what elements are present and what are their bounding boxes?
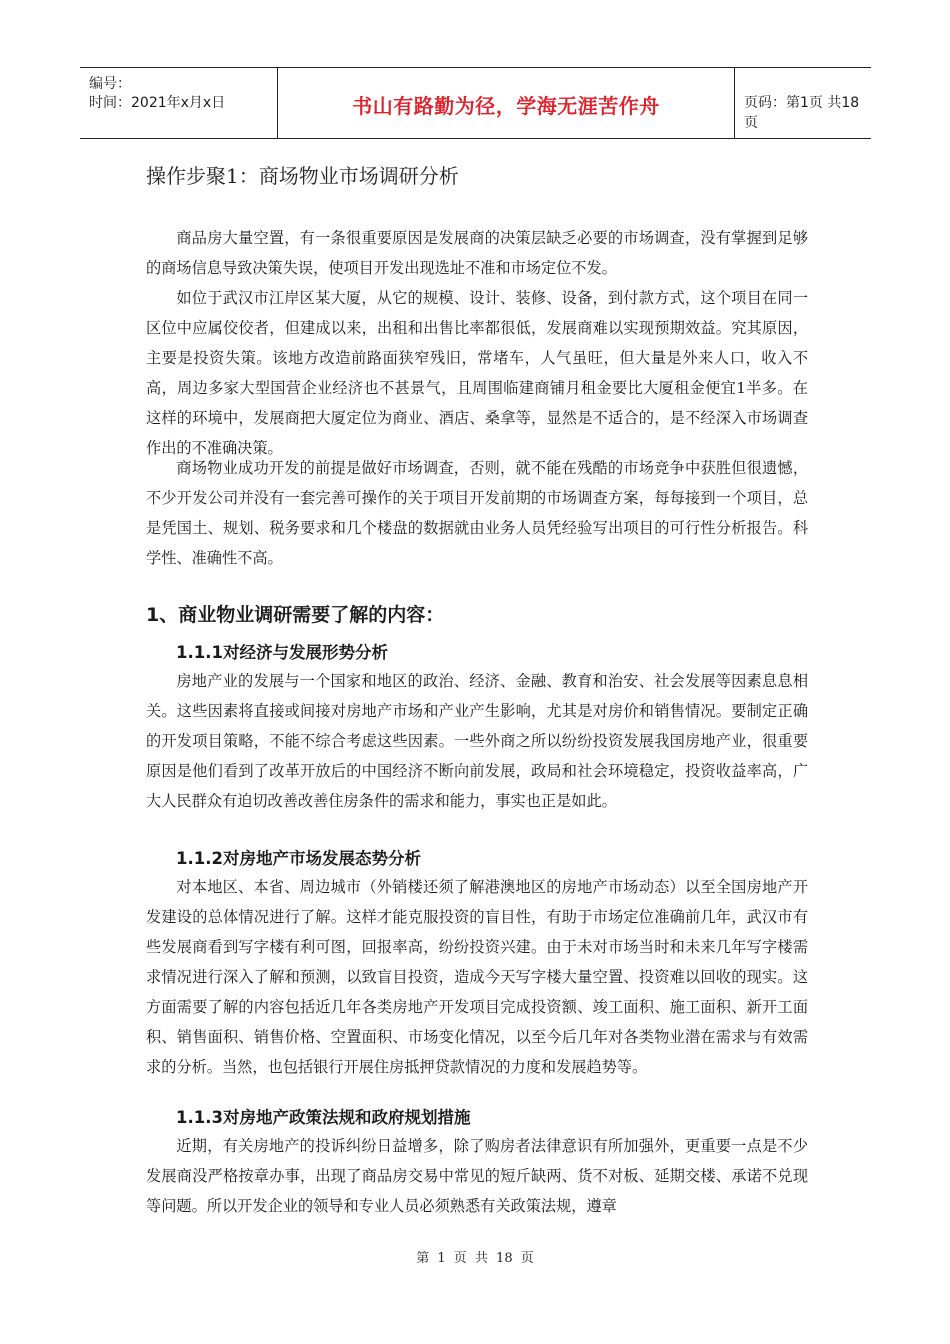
header-motto: 书山有路勤为径，学海无涯苦作舟 <box>352 94 660 118</box>
header-motto-cell <box>278 68 735 138</box>
document-number-label: 编号： <box>89 76 131 92</box>
subsection-heading-1: 1.1.1对经济与发展形势分析 <box>176 643 388 662</box>
subsection-text-1: 房地产业的发展与一个国家和地区的政治、经济、金融、教育和治安、社会发展等因素息息相关。这些因素将直接或间接对房地产市场和产业产生影响，尤其是对房价和销售情况。要制定正确的开发项目策略，不能不综合考虑这些因素。一些外商之所以纷纷投资发展我国房地产业，很重要原因是他们看到了改革开放后的中国经济不断向前发展，政局和社会环境稳定，投资收益率高，广大人民群众有迫切改善改善住房条件的需求和能力，事实也正是如此。 <box>146 672 808 810</box>
intro-paragraph-1: 商品房大量空置，有一条很重要原因是发展商的决策层缺乏必要的市场调查，没有掌握到足够的商场信息导致决策失误，使项目开发出现选址不准和市场定位不发。 <box>146 229 808 277</box>
document-date-label: 时间：2021年x月x日 <box>89 95 226 111</box>
header-page-number: 页码：第1页 共18页 <box>744 95 860 131</box>
document-title: 操作步聚1：商场物业市场调研分析 <box>146 164 459 188</box>
intro-paragraph-3: 商场物业成功开发的前提是做好市场调查，否则，就不能在残酷的市场竞争中获胜但很遗憾，不少开发公司并没有一套完善可操作的关于项目开发前期的市场调查方案，每每接到一个项目，总是凭国土、规划、税务要求和几个楼盘的数据就由业务人员凭经验写出项目的可行性分析报告。科学性、准确性不高。 <box>146 459 808 567</box>
section-heading: 1、商业物业调研需要了解的内容： <box>146 604 445 626</box>
subsection-text-2: 对本地区、本省、周边城市（外销楼还须了解港澳地区的房地产市场动态）以至全国房地产开发建设的总体情况进行了解。这样才能克服投资的盲目性，有助于市场定位准确前几年，武汉市有些发展商看到写字楼有利可图，回报率高，纷纷投资兴建。由于未对市场当时和未来几年写字楼需求情况进行深入了解和预测，以致盲目投资，造成今天写字楼大量空置、投资难以回收的现实。这方面需要了解的内容包括近几年各类房地产开发项目完成投资额、竣工面积、施工面积、新开工面积、销售面积、销售价格、空置面积、市场变化情况，以至今后几年对各类物业潜在需求与有效需求的分析。当然，也包括银行开展住房抵押贷款情况的力度和发展趋势等。 <box>146 878 808 1076</box>
subsection-heading-2: 1.1.2对房地产市场发展态势分析 <box>176 849 421 868</box>
subsection-text-3: 近期，有关房地产的投诉纠纷日益增多，除了购房者法律意识有所加强外，更重要一点是不少发展商没严格按章办事，出现了商品房交易中常见的短斤缺两、货不对板、延期交楼、承诺不兑现等问题。所以开发企业的领导和专业人员必须熟悉有关政策法规，遵章 <box>146 1137 808 1215</box>
intro-paragraph-2: 如位于武汉市江岸区某大厦，从它的规模、设计、装修、设备，到付款方式，这个项目在同一区位中应属佼佼者，但建成以来，出租和出售比率都很低，发展商难以实现预期效益。究其原因，主要是投资失策。该地方改造前路面狭窄残旧，常堵车，人气虽旺，但大量是外来人口，收入不高，周边多家大型国营企业经济也不甚景气，且周围临建商铺月租金要比大厦租金便宜1半多。在这样的环境中，发展商把大厦定位为商业、酒店、桑拿等，显然是不适合的，是不经深入市场调查作出的不准确决策。 <box>146 289 808 457</box>
subsection-heading-3: 1.1.3对房地产政策法规和政府规划措施 <box>176 1108 471 1127</box>
header-page-cell <box>735 68 871 138</box>
page-footer: 第 1 页 共 18 页 <box>416 1251 534 1266</box>
document-header <box>80 67 871 139</box>
header-info-cell <box>80 68 278 138</box>
